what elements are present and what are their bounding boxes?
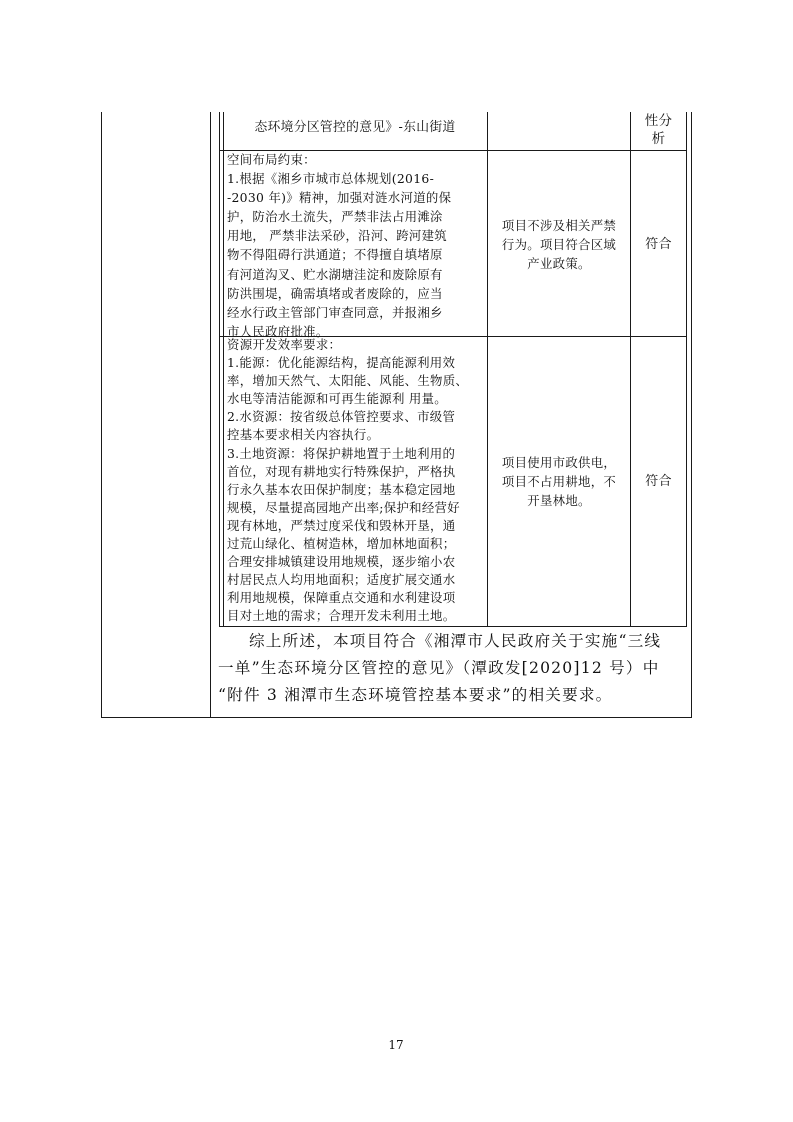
table-border-bottom: [101, 717, 692, 718]
spatial-project-line: 项目不涉及相关严禁: [501, 218, 617, 233]
spatial-requirement-line: 用地， 严禁非法采砂，沿河、跨河建筑: [227, 228, 447, 244]
resource-requirement-line: 行永久基本农田保护制度；基本稳定园地: [227, 481, 456, 497]
resource-requirement-line: 利用地规模，保障重点交通和水利建设项: [227, 590, 456, 606]
resource-requirement-line: 水电等清洁能源和可再生能源利 用量。: [227, 391, 447, 407]
resource-requirement-line: 首位，对现有耕地实行特殊保护，严格执: [227, 463, 456, 479]
resource-project-line: 项目使用市政供电，: [501, 455, 617, 470]
header-requirement-text: 态环境分区管控的意见》-东山街道: [254, 120, 456, 135]
inner-border-left-b: [223, 112, 224, 626]
table-border-left: [101, 112, 102, 718]
spatial-requirement-cell: [227, 150, 484, 341]
spatial-requirement-line: 护，防治水土流失，严禁非法占用滩涂: [227, 209, 443, 225]
resource-requirement-line: 1.能源：优化能源结构，提高能源利用效: [227, 355, 456, 371]
column-separator-3: [630, 112, 631, 626]
resource-requirement-line: 规模，尽量提高园地产出率;保护和经营好: [227, 499, 460, 515]
header-row-requirement-cell: [224, 118, 486, 137]
resource-result-text: 符合: [645, 474, 672, 489]
spatial-project-line: 行为。项目符合区域: [501, 237, 617, 253]
resource-requirement-line: 村居民点人均用地面积；适度扩展交通水: [227, 572, 456, 588]
summary-line: 综上所述，本项目符合《湘潭市人民政府关于实施“三线: [249, 632, 662, 650]
resource-project-line: 项目不占用耕地，不: [501, 474, 617, 490]
resource-requirement-line: 目对土地的需求；合理开发未利用土地。: [227, 608, 456, 624]
resource-requirement-line: 3.土地资源：将保护耕地置于土地利用的: [227, 445, 456, 461]
resource-requirement-line: 率，增加天然气、太阳能、风能、生物质、: [227, 373, 469, 389]
spatial-requirement-line: 市人民政府批准。: [227, 323, 329, 339]
resource-requirement-line: 现有林地，严禁过度采伐和毁林开垦，通: [227, 517, 456, 533]
header-row-analysis-cell: [631, 112, 686, 148]
spatial-requirement-line: 有河道沟叉、贮水湖塘洼淀和废除原有: [227, 266, 443, 282]
spatial-requirement-line: 物不得阻碍行洪通道；不得擅自填堵原: [227, 247, 443, 263]
spatial-result-text: 符合: [645, 237, 672, 252]
spatial-project-line: 产业政策。: [527, 256, 591, 272]
resource-requirement-line: 过荒山绿化、植树造林，增加林地面积；: [227, 536, 456, 552]
spatial-requirement-line: 经水行政主管部门审查同意，并报湘乡: [227, 304, 443, 320]
inner-border-right: [686, 112, 687, 626]
resource-project-cell: [488, 453, 630, 510]
resource-requirement-line: 合理安排城镇建设用地规模，逐步缩小农: [227, 554, 456, 570]
resource-project-line: 开垦林地。: [527, 493, 591, 509]
resource-requirement-cell: [227, 336, 484, 626]
page-number-text: 17: [388, 1038, 404, 1052]
inner-border-left-a: [219, 112, 220, 626]
summary-line: 一单”生态环境分区管控的意见》（潭政发[2020]12 号）中: [218, 659, 660, 677]
header-analysis-text-1: 性分: [644, 113, 673, 129]
spatial-requirement-line: -2030 年)》精神，加强对涟水河道的保: [227, 190, 452, 206]
row-rule-3: [219, 626, 687, 627]
column-separator-2: [487, 112, 488, 626]
spatial-project-cell: [488, 216, 630, 273]
spatial-requirement-line: 防洪围堤，确需填堵或者废除的，应当: [227, 285, 443, 301]
page-number: [376, 1038, 416, 1052]
table-border-right: [691, 112, 692, 718]
summary-paragraph: [218, 628, 688, 709]
resource-requirement-line: 2.水资源：按省级总体管控要求、市级管: [227, 409, 456, 425]
spatial-result-cell: [631, 235, 686, 254]
resource-result-cell: [631, 472, 686, 491]
resource-requirement-line: 资源开发效率要求：: [227, 337, 342, 352]
spatial-requirement-line: 1.根据《湘乡市城市总体规划(2016-: [227, 171, 435, 187]
header-analysis-text-2: 析: [651, 131, 666, 147]
column-separator-1: [210, 112, 211, 718]
resource-requirement-line: 控基本要求相关内容执行。: [227, 427, 380, 443]
spatial-requirement-line: 空间布局约束：: [227, 152, 316, 167]
summary-line: “附件 3 湘潭市生态环境管控基本要求”的相关要求。: [218, 686, 613, 704]
